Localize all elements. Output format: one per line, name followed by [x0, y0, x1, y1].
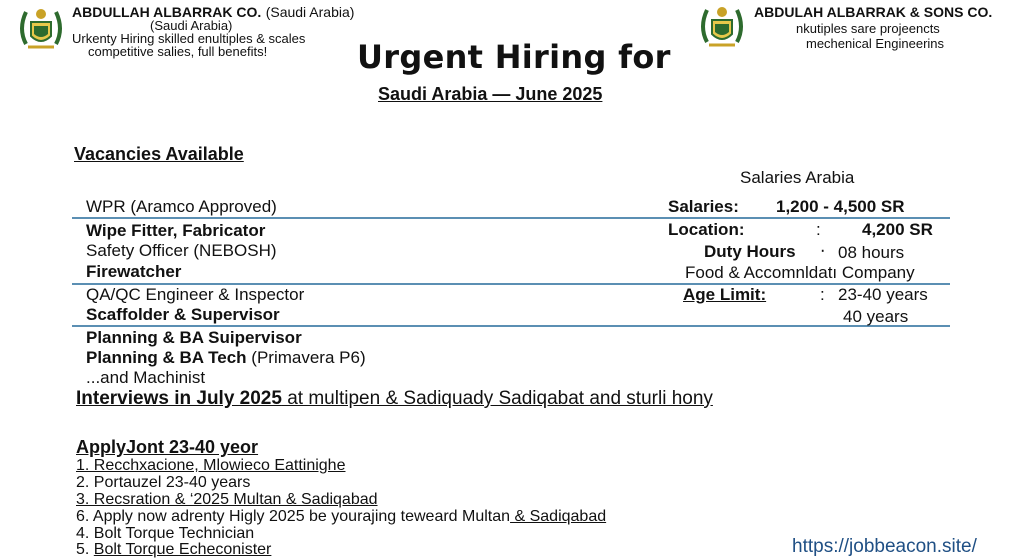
- header-right-company: ABDULAH ALBARRAK & SONS CO.: [754, 4, 993, 20]
- duty-hours-value: 08 hours: [838, 243, 905, 262]
- header-left-benefits: competitive salies, full benefits!: [88, 44, 268, 59]
- age-limit-value-2: 40 years: [843, 307, 909, 326]
- company-emblem-left-icon: [16, 4, 66, 54]
- location-colon: :: [816, 220, 821, 239]
- header-left-company: ABDULLAH ALBARRAK CO. (Saudi Arabia): [72, 4, 355, 20]
- age-limit-label: Age Limit:: [683, 285, 767, 304]
- apply-line: 3. Recsration & ‘2025 Multan & Sadiqabad: [76, 491, 378, 508]
- header-right-line3: mechenical Engineerins: [806, 36, 945, 51]
- age-limit-value: 23-40 years: [838, 285, 928, 304]
- duty-hours-colon: ‧: [820, 242, 826, 261]
- salaries-label: Salaries:: [668, 197, 739, 216]
- vacancy-item: WPR (Aramco Approved): [86, 197, 277, 216]
- vacancy-item: Planning & BA Suipervisor: [86, 328, 302, 347]
- vacancy-item: QA/QC Engineer & Inspector: [86, 285, 305, 304]
- apply-line: 2. Portauzel 23-40 years: [76, 474, 251, 491]
- divider-rule: [72, 217, 950, 219]
- page-title: Urgent Hiring for: [357, 38, 671, 76]
- vacancy-item: Planning & BA Tech (Primavera P6): [86, 348, 366, 367]
- header-right-line2: nkutiples sare projeencts: [796, 21, 940, 36]
- apply-line: 1. Recchxacione, Mlowieco Eattinighe: [76, 457, 346, 474]
- age-limit-colon: :: [820, 285, 825, 304]
- header-left-country: (Saudi Arabia): [150, 18, 233, 33]
- vacancy-item: Wipe Fitter, Fabricator: [86, 221, 266, 240]
- vacancy-item: Safety Officer (NEBOSH): [86, 241, 277, 260]
- vacancy-item: Scaffolder & Supervisor: [86, 305, 280, 324]
- header-left-tagline: Urkenty Hiring skilled enultiples & scales: [72, 31, 306, 46]
- benefits-heading: Salaries Arabia: [740, 168, 855, 187]
- apply-line: 6. Apply now adrenty Higly 2025 be yourajing teweard Multan & Sadiqabad: [76, 508, 607, 525]
- apply-line: 4. Bolt Torque Technician: [76, 525, 255, 542]
- company-emblem-right-icon: [697, 2, 747, 52]
- vacancies-heading: Vacancies Available: [74, 144, 244, 164]
- duty-hours-label: Duty Hours: [704, 242, 796, 261]
- food-accommodation: Food & Accomnldatı Company: [685, 263, 915, 282]
- vacancy-item: Firewatcher: [86, 262, 182, 281]
- website-link[interactable]: https://jobbeacon.site/: [792, 536, 977, 557]
- divider-rule: [72, 325, 950, 327]
- interviews-line: Interviews in July 2025 at multipen & Sadiquady Sadiqabat and sturli hony: [76, 388, 713, 409]
- location-value: 4,200 SR: [862, 220, 933, 239]
- salaries-value: 1,200 - 4,500 SR: [776, 197, 905, 216]
- vacancy-item: ...and Machinist: [86, 368, 206, 387]
- apply-line: 5. Bolt Torque Echeconister: [76, 541, 272, 558]
- location-label: Location:: [668, 220, 745, 239]
- apply-heading: ApplyJont 23-40 yeor: [76, 437, 259, 457]
- page-subtitle: Saudi Arabia — June 2025: [378, 84, 603, 104]
